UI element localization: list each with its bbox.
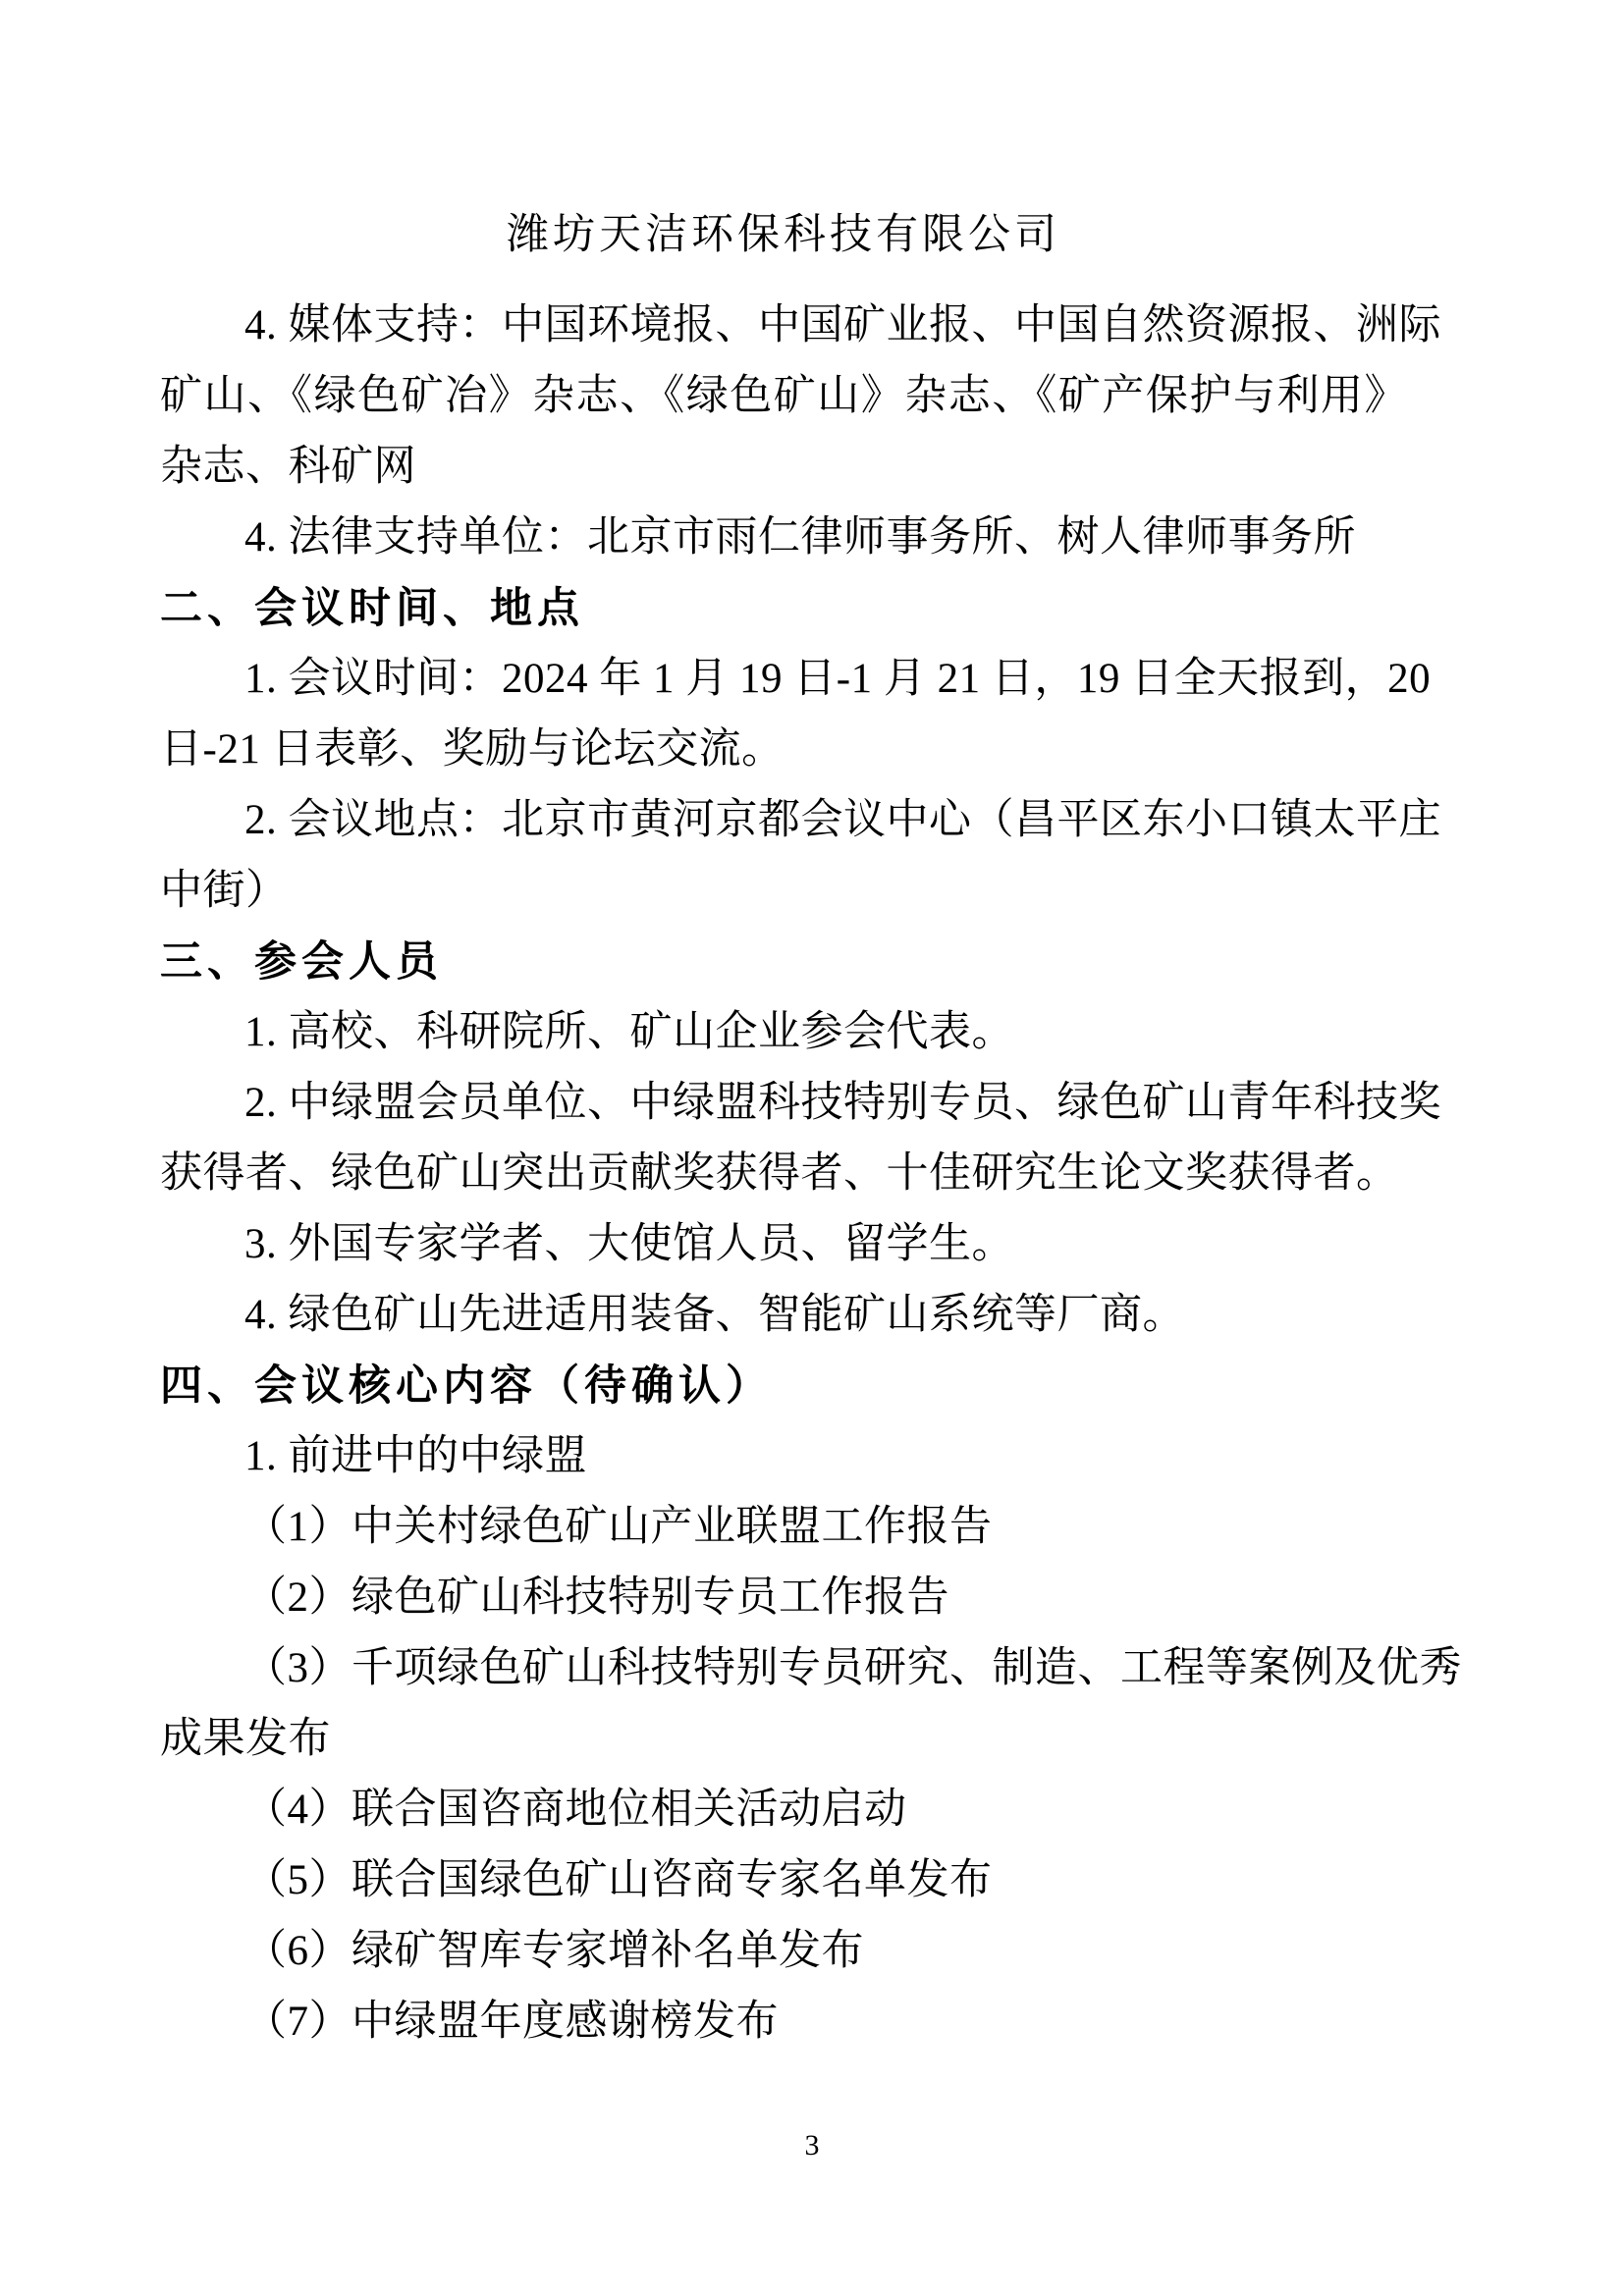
sub-item-line: （2）绿色矿山科技特别专员工作报告 [244,1575,949,1621]
sub-item-line: （6）绿矿智库专家增补名单发布 [244,1928,864,1974]
continuation-line: 中街） [160,868,289,914]
continuation-line: 成果发布 [160,1716,331,1762]
list-item-line: 1. 会议时间：2024 年 1 月 19 日-1 月 21 日，19 日全天报到，20 [244,656,1432,702]
list-item-line: 3. 外国专家学者、大使馆人员、留学生。 [244,1221,1014,1267]
sub-item-line: （7）中绿盟年度感谢榜发布 [244,1999,779,2045]
sub-item-line: （1）中关村绿色矿山产业联盟工作报告 [244,1504,993,1550]
continuation-line: 日-21 日表彰、奖励与论坛交流。 [160,726,785,773]
list-item-line: 4. 法律支持单位：北京市雨仁律师事务所、树人律师事务所 [244,514,1356,561]
sub-item-line: （4）联合国咨商地位相关活动启动 [244,1787,907,1833]
section-heading: 三、参会人员 [160,938,443,986]
list-item-line: 4. 媒体支持：中国环境报、中国矿业报、中国自然资源报、洲际 [244,302,1441,348]
list-item-line: 2. 中绿盟会员单位、中绿盟科技特别专员、绿色矿山青年科技奖 [244,1080,1441,1126]
section-heading: 二、会议时间、地点 [160,585,584,632]
company-name-line: 潍坊天洁环保科技有限公司 [507,212,1060,258]
document-body [160,200,1462,2057]
sub-item-line: （5）联合国绿色矿山咨商专家名单发布 [244,1857,993,1903]
list-item-line: 1. 高校、科研院所、矿山企业参会代表。 [244,1009,1014,1055]
list-item-line: 4. 绿色矿山先进适用装备、智能矿山系统等厂商。 [244,1292,1185,1338]
continuation-line: 杂志、科矿网 [160,444,416,490]
sub-item-line: （3）千项绿色矿山科技特别专员研究、制造、工程等案例及优秀 [244,1645,1462,1691]
continuation-line: 矿山、《绿色矿冶》杂志、《绿色矿山》杂志、《矿产保护与利用》 [160,373,1407,419]
page-number: 3 [804,2129,820,2162]
list-item-line: 2. 会议地点：北京市黄河京都会议中心（昌平区东小口镇太平庄 [244,797,1441,843]
list-item-line: 1. 前进中的中绿盟 [244,1433,587,1479]
section-heading: 四、会议核心内容（待确认） [160,1362,773,1410]
continuation-line: 获得者、绿色矿山突出贡献奖获得者、十佳研究生论文奖获得者。 [160,1150,1399,1197]
